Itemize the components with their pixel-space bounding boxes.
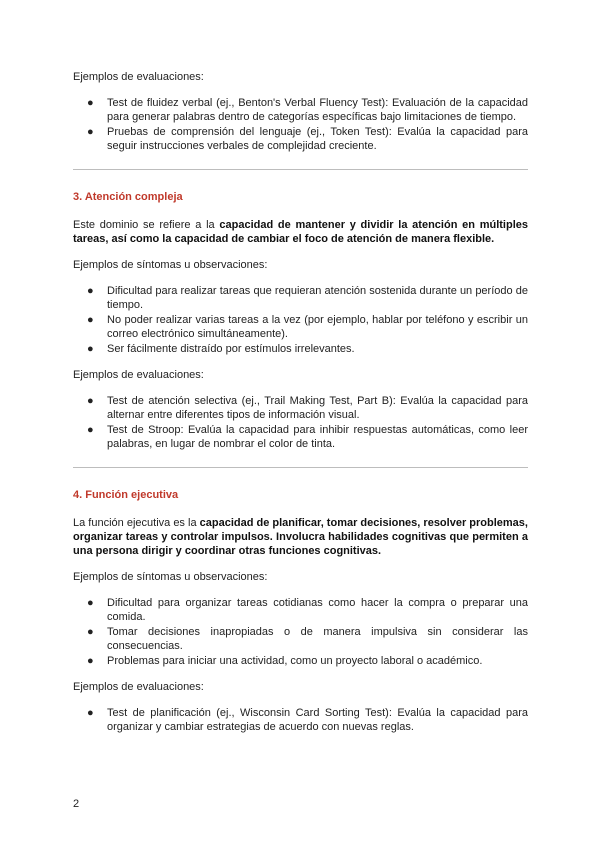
bullet-icon: ●: [87, 707, 94, 719]
list-item: ● Problemas para iniciar una actividad, como un proyecto laboral o académico.: [87, 655, 483, 667]
evaluations-list: [73, 96, 528, 153]
symptoms-list: [73, 284, 528, 356]
bullet-icon: ●: [87, 285, 94, 297]
list-item: ● Test de Stroop: Evalúa la capacidad para inhibir respuestas automáticas, como leer palabras, en lugar de nombrar el color de tinta.: [87, 424, 528, 450]
evaluations-label: Ejemplos de evaluaciones:: [73, 369, 204, 381]
evaluations-label: Ejemplos de evaluaciones:: [73, 71, 204, 83]
bullet-icon: ●: [87, 314, 94, 326]
evaluations-list: [73, 394, 528, 451]
section-heading: 4. Función ejecutiva: [73, 489, 179, 501]
list-item: ● Dificultad para realizar tareas que requieran atención sostenida durante un período de tiempo.: [87, 285, 528, 311]
bullet-icon: ●: [87, 655, 94, 667]
symptoms-label: Ejemplos de síntomas u observaciones:: [73, 571, 268, 583]
bullet-icon: ●: [87, 97, 94, 109]
symptoms-list: [73, 596, 528, 668]
section-divider: [73, 467, 528, 468]
bullet-icon: ●: [87, 343, 94, 355]
page-number: 2: [73, 798, 80, 810]
symptoms-label: Ejemplos de síntomas u observaciones:: [73, 259, 268, 271]
section-divider: [73, 169, 528, 170]
bullet-icon: ●: [87, 395, 94, 407]
list-item: ● Dificultad para organizar tareas cotidianas como hacer la compra o preparar una comida.: [87, 597, 528, 623]
page-content: [73, 70, 528, 746]
bullet-icon: ●: [87, 597, 94, 609]
section-intro: Este dominio se refiere a la capacidad de mantener y dividir la atención en múltiples tareas, así como la capacidad de cambiar el foco de atención de manera flexible.: [73, 219, 528, 245]
list-item: ● Pruebas de comprensión del lenguaje (ej., Token Test): Evalúa la capacidad para seguir instrucciones verbales de complejidad creciente.: [87, 126, 528, 152]
bullet-icon: ●: [87, 126, 94, 138]
list-item: ● Test de atención selectiva (ej., Trail Making Test, Part B): Evalúa la capacidad para alternar entre diferentes tipos de información visual.: [87, 395, 528, 421]
list-item: ● Test de planificación (ej., Wisconsin Card Sorting Test): Evalúa la capacidad para organizar y cambiar estrategias de acuerdo con nuevas reglas.: [87, 707, 528, 733]
evaluations-list: [73, 706, 528, 734]
evaluations-label: Ejemplos de evaluaciones:: [73, 681, 204, 693]
section-heading: 3. Atención compleja: [73, 191, 183, 203]
list-item: ● Tomar decisiones inapropiadas o de manera impulsiva sin considerar las consecuencias.: [87, 626, 528, 652]
bullet-icon: ●: [87, 424, 94, 436]
bullet-icon: ●: [87, 626, 94, 638]
section-intro: La función ejecutiva es la capacidad de planificar, tomar decisiones, resolver problemas, organizar tareas y controlar impulsos. Involucra habilidades cognitivas que permiten a una persona dirigir y coordinar otras funciones cognitivas.: [73, 517, 528, 557]
list-item: ● Ser fácilmente distraído por estímulos irrelevantes.: [87, 343, 355, 355]
list-item: ● No poder realizar varias tareas a la vez (por ejemplo, hablar por teléfono y escribir un correo electrónico simultáneamente).: [87, 314, 528, 340]
list-item: ● Test de fluidez verbal (ej., Benton's Verbal Fluency Test): Evaluación de la capacidad para generar palabras dentro de categorías específicas bajo limitaciones de tiempo.: [87, 97, 528, 123]
